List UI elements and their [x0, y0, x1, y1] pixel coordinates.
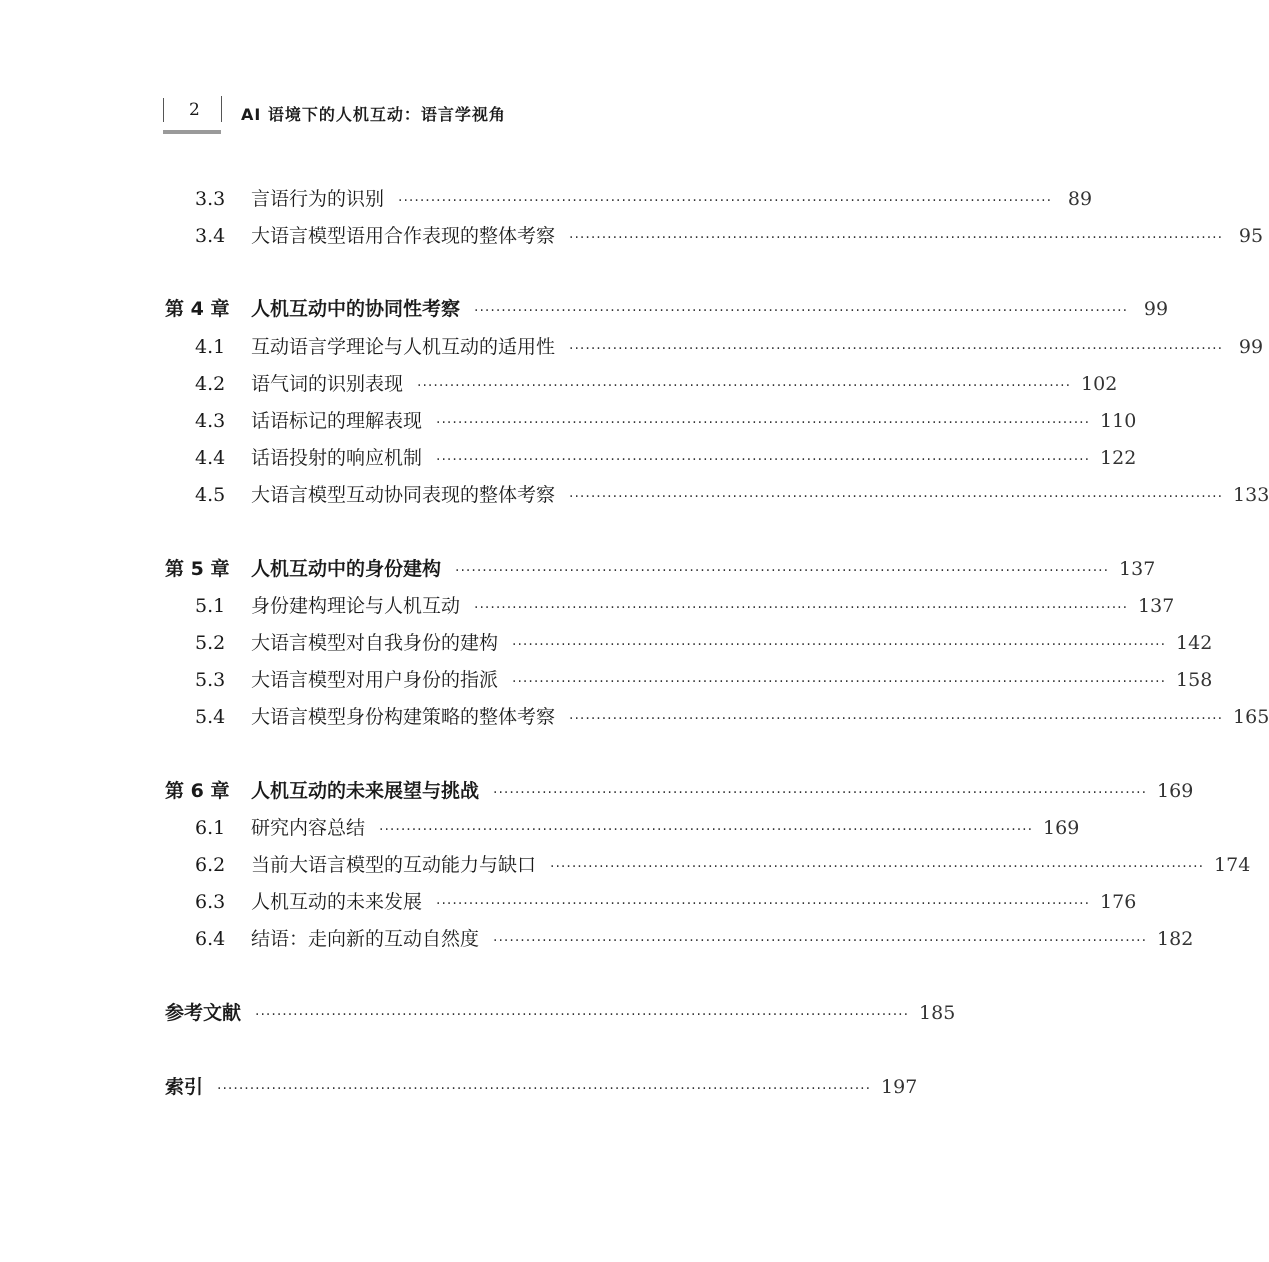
toc-entry	[165, 294, 1169, 324]
dot-leader: ························································································································	[379, 822, 1034, 838]
dot-leader: ························································································································	[512, 637, 1167, 653]
toc-entry-title: 索引	[165, 1076, 204, 1098]
toc-entry-title: 人机互动中的身份建构	[251, 558, 442, 580]
toc-entry-page: 99	[1143, 298, 1169, 320]
dot-leader: ························································································································	[550, 859, 1205, 875]
toc-entry	[165, 443, 1137, 473]
toc-entry	[165, 591, 1175, 621]
toc-entry-title: 研究内容总结	[251, 817, 366, 839]
toc-entry-title: 话语标记的理解表现	[251, 410, 423, 432]
running-header	[163, 96, 763, 136]
toc-entry-number: 4.1	[195, 336, 226, 358]
toc-entry-page: 122	[1100, 447, 1137, 469]
dot-leader: ························································································································	[512, 674, 1167, 690]
toc-entry-title: 人机互动的未来展望与挑战	[251, 780, 480, 802]
dot-leader: ························································································································	[436, 415, 1091, 431]
toc-entry	[165, 332, 1264, 362]
toc-entry-page: 102	[1081, 373, 1118, 395]
toc-entry-page: 137	[1119, 558, 1156, 580]
toc-entry-number: 第 6 章	[165, 780, 230, 802]
toc-entry-title: 当前大语言模型的互动能力与缺口	[251, 854, 537, 876]
dot-leader: ························································································································	[474, 600, 1129, 616]
toc-entry-page: 169	[1157, 780, 1194, 802]
toc-entry-number: 5.2	[195, 632, 226, 654]
toc-entry-title: 大语言模型对自我身份的建构	[251, 632, 499, 654]
toc-entry-title: 大语言模型互动协同表现的整体考察	[251, 484, 556, 506]
toc-entry-page: 95	[1238, 225, 1264, 247]
toc-entry	[165, 628, 1213, 658]
toc-entry-number: 4.5	[195, 484, 226, 506]
toc-entry	[165, 480, 1269, 510]
toc-entry	[165, 221, 1264, 251]
toc-entry	[165, 406, 1137, 436]
toc-entry-number: 5.4	[195, 706, 226, 728]
toc-entry-number: 4.2	[195, 373, 226, 395]
toc-entry-page: 176	[1100, 891, 1137, 913]
toc-entry-page: 169	[1043, 817, 1080, 839]
toc-entry-title: 言语行为的识别	[251, 188, 385, 210]
toc-entry-title: 身份建构理论与人机互动	[251, 595, 461, 617]
toc-entry-number: 3.4	[195, 225, 226, 247]
dot-leader: ························································································································	[569, 711, 1224, 727]
toc-entry-title: 结语：走向新的互动自然度	[251, 928, 480, 950]
toc-entry	[165, 850, 1251, 880]
toc-entry	[165, 665, 1213, 695]
toc-entry	[165, 998, 956, 1028]
dot-leader: ························································································································	[436, 896, 1091, 912]
dot-leader: ························································································································	[569, 341, 1224, 357]
dot-leader: ························································································································	[474, 303, 1129, 319]
header-underline	[163, 130, 221, 134]
book-title: AI 语境下的人机互动：语言学视角	[241, 105, 506, 124]
toc-entry	[165, 924, 1194, 954]
toc-entry-title: 语气词的识别表现	[251, 373, 404, 395]
toc-entry-number: 5.1	[195, 595, 226, 617]
dot-leader: ························································································································	[493, 785, 1148, 801]
dot-leader: ························································································································	[493, 933, 1148, 949]
toc-entry-title: 参考文献	[165, 1002, 242, 1024]
dot-leader: ························································································································	[255, 1007, 910, 1023]
toc-entry-title: 大语言模型身份构建策略的整体考察	[251, 706, 556, 728]
header-rule-right	[221, 96, 222, 122]
toc-entry-number: 4.4	[195, 447, 226, 469]
toc-entry-title: 人机互动的未来发展	[251, 891, 423, 913]
dot-leader: ························································································································	[436, 452, 1091, 468]
toc-entry-number: 6.4	[195, 928, 226, 950]
toc-entry-number: 5.3	[195, 669, 226, 691]
toc-entry-page: 182	[1157, 928, 1194, 950]
toc-entry-page: 133	[1233, 484, 1269, 506]
toc-entry	[165, 813, 1080, 843]
toc-entry-page: 197	[881, 1076, 918, 1098]
toc-entry-page: 99	[1238, 336, 1264, 358]
toc-entry-title: 大语言模型对用户身份的指派	[251, 669, 499, 691]
dot-leader: ························································································································	[217, 1081, 872, 1097]
page-number: 2	[189, 100, 200, 120]
dot-leader: ························································································································	[398, 193, 1053, 209]
toc-entry	[165, 702, 1269, 732]
toc-entry-page: 110	[1100, 410, 1137, 432]
toc-entry-number: 第 5 章	[165, 558, 230, 580]
dot-leader: ························································································································	[569, 230, 1224, 246]
toc-entry-title: 话语投射的响应机制	[251, 447, 423, 469]
toc-entry-title: 人机互动中的协同性考察	[251, 298, 461, 320]
toc-entry-number: 3.3	[195, 188, 226, 210]
toc-entry-number: 6.3	[195, 891, 226, 913]
toc-entry	[165, 1072, 918, 1102]
toc-entry-title: 大语言模型语用合作表现的整体考察	[251, 225, 556, 247]
toc-entry-page: 185	[919, 1002, 956, 1024]
header-rule-left	[163, 98, 164, 122]
toc-entry-page: 89	[1067, 188, 1093, 210]
dot-leader: ························································································································	[569, 489, 1224, 505]
toc-entry-page: 165	[1233, 706, 1269, 728]
toc-entry-title: 互动语言学理论与人机互动的适用性	[251, 336, 556, 358]
toc-entry-page: 158	[1176, 669, 1213, 691]
toc-entry-page: 137	[1138, 595, 1175, 617]
toc-entry	[165, 887, 1137, 917]
toc-entry-page: 174	[1214, 854, 1251, 876]
toc-entry-number: 4.3	[195, 410, 226, 432]
toc-entry	[165, 184, 1093, 214]
toc-entry-number: 第 4 章	[165, 298, 230, 320]
toc-entry-number: 6.2	[195, 854, 226, 876]
dot-leader: ························································································································	[417, 378, 1072, 394]
toc-entry-number: 6.1	[195, 817, 226, 839]
toc-entry	[165, 369, 1118, 399]
toc-entry	[165, 554, 1156, 584]
toc-entry-page: 142	[1176, 632, 1213, 654]
dot-leader: ························································································································	[455, 563, 1110, 579]
toc-entry	[165, 776, 1194, 806]
